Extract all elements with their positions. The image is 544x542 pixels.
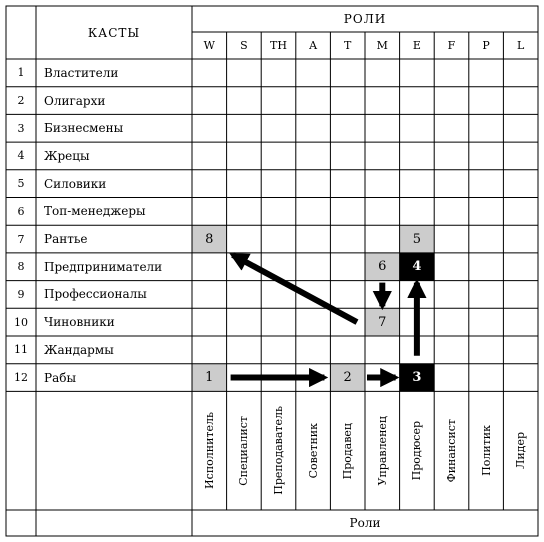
- role-name: Управленец: [375, 415, 389, 486]
- marker-4: 4: [412, 259, 422, 275]
- caste-name: Рабы: [44, 370, 77, 385]
- marker-7: 7: [378, 314, 387, 330]
- arrow-7-to-8: [233, 255, 357, 322]
- marker-2: 2: [343, 370, 352, 386]
- caste-name: Предприниматели: [44, 259, 163, 274]
- caste-name: Профессионалы: [44, 287, 147, 302]
- marker-3: 3: [412, 370, 422, 386]
- role-code-l: L: [517, 39, 525, 52]
- caste-name: Силовики: [44, 176, 107, 191]
- role-code-f: F: [447, 39, 456, 52]
- role-code-s: S: [240, 39, 248, 52]
- row-number: 6: [17, 204, 25, 218]
- marker-6: 6: [378, 259, 387, 275]
- role-name: Финансист: [444, 418, 458, 483]
- caste-name: Бизнесмены: [44, 121, 124, 136]
- role-code-t: T: [344, 39, 352, 52]
- caste-name: Жандармы: [44, 342, 114, 357]
- role-code-p: P: [482, 39, 490, 52]
- row-number: 7: [17, 232, 25, 246]
- marker-8: 8: [205, 231, 214, 247]
- row-number: 8: [17, 260, 25, 274]
- role-name: Исполнитель: [202, 412, 216, 490]
- role-name: Продюсер: [410, 421, 424, 481]
- marker-1: 1: [205, 370, 214, 386]
- role-code-e: E: [412, 39, 421, 52]
- role-code-th: TH: [270, 39, 287, 52]
- caste-name: Чиновники: [44, 315, 115, 330]
- row-number: 5: [17, 177, 25, 191]
- roles-header: РОЛИ: [343, 12, 387, 26]
- marker-5: 5: [412, 231, 422, 247]
- caste-name: Топ-менеджеры: [44, 204, 146, 219]
- row-number: 4: [17, 149, 25, 163]
- caste-name: Рантье: [44, 232, 88, 247]
- castes-header: КАСТЫ: [87, 25, 141, 40]
- role-name: Специалист: [237, 415, 251, 486]
- row-number: 3: [17, 121, 25, 135]
- row-number: 10: [14, 315, 28, 329]
- caste-name: Властители: [44, 65, 119, 80]
- caste-name: Жрецы: [44, 148, 90, 163]
- row-number: 9: [17, 287, 25, 301]
- row-number: 12: [14, 371, 28, 385]
- footer-roles-label: Роли: [349, 516, 381, 530]
- row-number: 11: [14, 343, 28, 357]
- role-code-w: W: [203, 39, 215, 52]
- role-name: Лидер: [514, 432, 528, 470]
- role-code-a: A: [309, 39, 318, 52]
- row-number: 2: [17, 94, 25, 108]
- row-number: 1: [17, 66, 25, 80]
- role-name: Советник: [306, 423, 320, 479]
- role-name: Продавец: [341, 422, 355, 479]
- caste-name: Олигархи: [44, 93, 106, 108]
- role-code-m: M: [376, 39, 388, 52]
- role-name: Политик: [479, 425, 493, 477]
- role-name: Преподаватель: [271, 406, 285, 496]
